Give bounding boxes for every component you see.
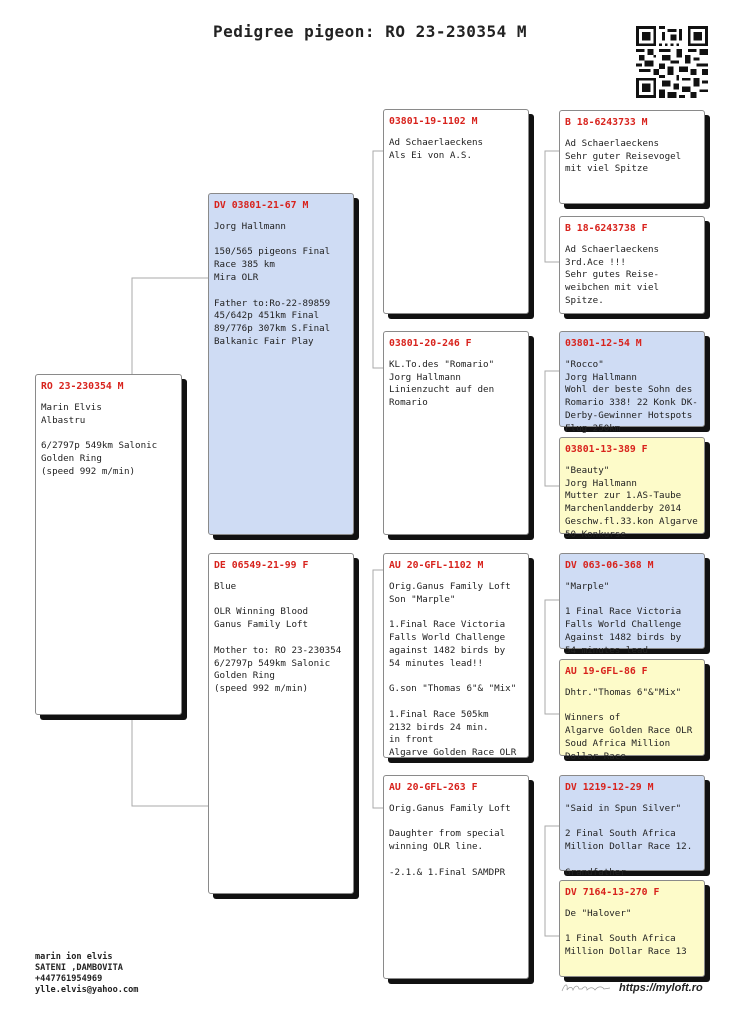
dam-card[interactable] [208, 553, 354, 894]
great-grandparent-card-7[interactable] [559, 775, 705, 878]
ring-number: DV 03801-21-67 M [214, 200, 309, 211]
page-title: Pedigree pigeon: RO 23-230354 M [212, 22, 528, 41]
pigeon-info: "Rocco" Jorg Hallmann Wohl der beste Sohn des Romario 338! 22 Konk DK- Derby-Gewinner Hotspots Flug 250km [565, 358, 698, 434]
great-grandparent-card-1[interactable] [559, 110, 705, 204]
pigeon-info: Ad Schaerlaeckens Sehr guter Reisevogel mit viel Spitze [565, 137, 682, 175]
ring-number: AU 20-GFL-1102 M [389, 560, 484, 571]
paternal-grandsire-card[interactable] [383, 109, 529, 314]
ring-number: RO 23-230354 M [41, 381, 124, 392]
pigeon-info: "Beauty" Jorg Hallmann Mutter zur 1.AS-Taube Marchenlandderby 2014 Geschw.fl.33.kon Algarve 50 Konkurse [565, 464, 698, 540]
ring-number: DV 7164-13-270 F [565, 887, 660, 898]
maternal-grandsire-card[interactable] [383, 553, 529, 758]
pigeon-info: "Marple" 1 Final Race Victoria Falls World Challenge Against 1482 birds by 54 minutes lead [565, 580, 682, 656]
pigeon-info: Jorg Hallmann 150/565 pigeons Final Race 385 km Mira OLR Father to:Ro-22-89859 45/642p 451km Final 89/776p 307km S.Final Balkanic Fair Play [214, 220, 331, 347]
pigeon-info: Dhtr."Thomas 6"&"Mix" Winners of Algarve Golden Race OLR Soud Africa Million Dollar Race [565, 686, 693, 762]
ring-number: B 18-6243738 F [565, 223, 648, 234]
pigeon-info: De "Halover" 1 Final South Africa Million Dollar Race 13 [565, 907, 687, 958]
pigeon-info: Blue OLR Winning Blood Ganus Family Loft Mother to: RO 23-230354 6/2797p 549km Salonic Golden Ring (speed 992 m/min) [214, 580, 342, 695]
ring-number: DE 06549-21-99 F [214, 560, 309, 571]
pigeon-info: Ad Schaerlaeckens 3rd.Ace !!! Sehr gutes Reise- weibchen mit viel Spitze. [565, 243, 660, 306]
sire-card[interactable] [208, 193, 354, 535]
website-link[interactable]: https://myloft.ro [619, 982, 703, 994]
great-grandparent-card-5[interactable] [559, 553, 705, 656]
subject-pigeon-card[interactable] [35, 374, 182, 715]
pigeon-info: "Said in Spun Silver" 2 Final South Africa Million Dollar Race 12. Grandfather [565, 802, 693, 878]
ring-number: DV 063-06-368 M [565, 560, 654, 571]
great-grandparent-card-2[interactable] [559, 216, 705, 314]
great-grandparent-card-8[interactable] [559, 880, 705, 977]
great-grandparent-card-6[interactable] [559, 659, 705, 762]
ring-number: 03801-19-1102 M [389, 116, 478, 127]
ring-number: 03801-20-246 F [389, 338, 472, 349]
great-grandparent-card-3[interactable] [559, 331, 705, 434]
ring-number: AU 20-GFL-263 F [389, 782, 478, 793]
pigeon-info: Marin Elvis Albastru 6/2797p 549km Salonic Golden Ring (speed 992 m/min) [41, 401, 158, 477]
ring-number: AU 19-GFL-86 F [565, 666, 648, 677]
paternal-granddam-card[interactable] [383, 331, 529, 535]
ring-number: B 18-6243733 M [565, 117, 648, 128]
maternal-granddam-card[interactable] [383, 775, 529, 979]
ring-number: 03801-13-389 F [565, 444, 648, 455]
great-grandparent-card-4[interactable] [559, 437, 705, 540]
pigeon-info: Orig.Ganus Family Loft Daughter from special winning OLR line. -2.1.& 1.Final SAMDPR [389, 802, 511, 878]
pigeon-info: KL.To.des "Romario" Jorg Hallmann Linienzucht auf den Romario [389, 358, 495, 409]
pigeon-info: Ad Schaerlaeckens Als Ei von A.S. [389, 136, 484, 161]
owner-contact: marin ion elvis SATENI ,DAMBOVITA +447761954969 ylle.elvis@yahoo.com [35, 952, 139, 995]
signature-icon [560, 981, 612, 995]
ring-number: 03801-12-54 M [565, 338, 642, 349]
ring-number: DV 1219-12-29 M [565, 782, 654, 793]
pigeon-info: Orig.Ganus Family Loft Son "Marple" 1.Final Race Victoria Falls World Challenge against 1482 birds by 54 minutes lead!! G.son "Thomas 6"& "Mix" 1.Final Race 505km 2132 birds 24 min. in front Algarve Golden Race OLR [389, 580, 517, 759]
